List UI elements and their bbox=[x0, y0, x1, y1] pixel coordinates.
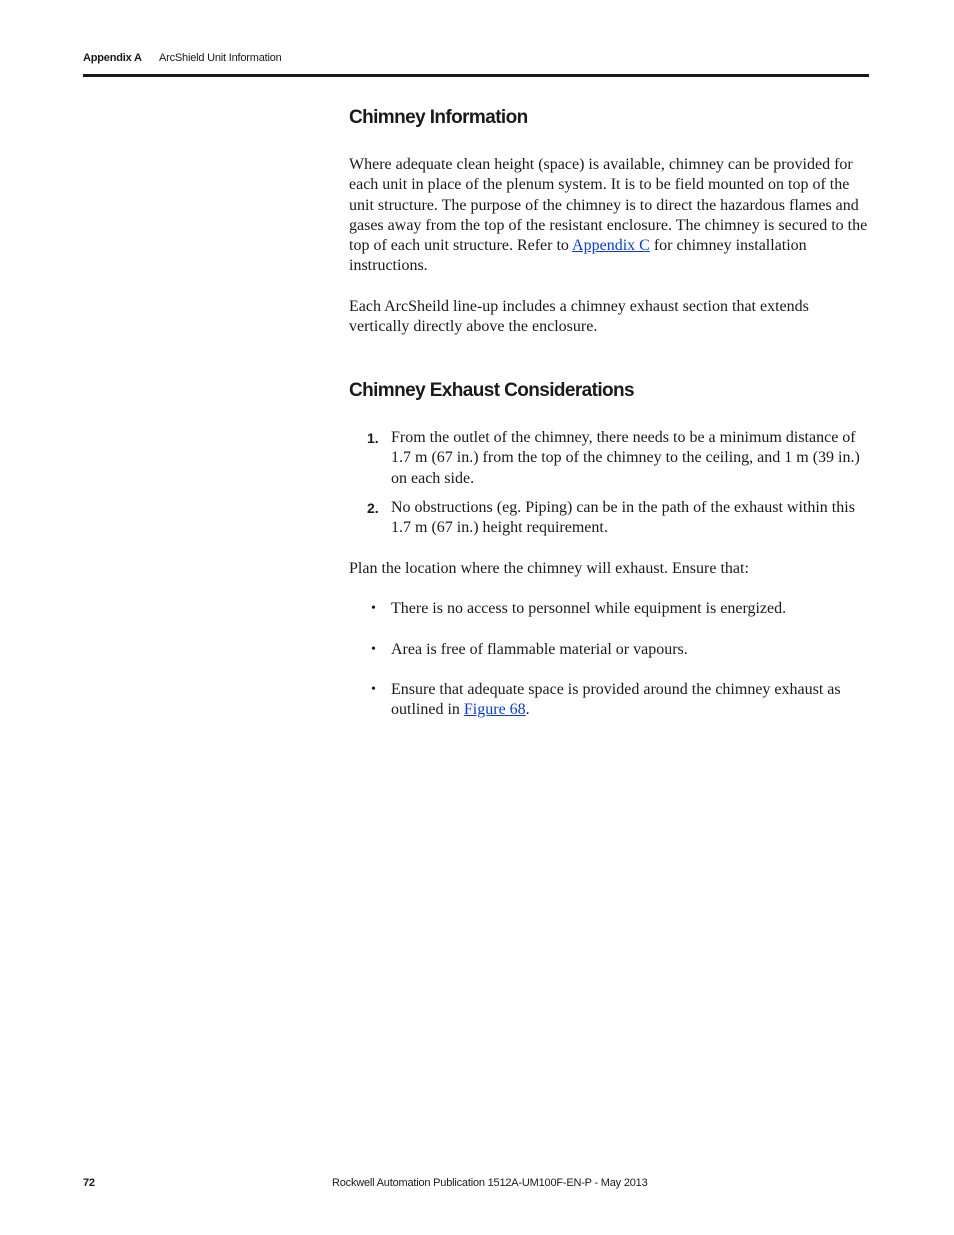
chimney-info-paragraph-1 bbox=[349, 155, 869, 277]
list-item bbox=[349, 428, 869, 489]
bullet-list-item-2 bbox=[349, 640, 869, 660]
publication-info: Rockwell Automation Publication 1512A-UM100F-EN-P - May 2013 bbox=[332, 1177, 648, 1189]
page-header bbox=[83, 52, 868, 70]
page-number: 72 bbox=[83, 1177, 95, 1189]
list-item bbox=[349, 640, 869, 660]
bullet-text: There is no access to personnel while equipment is energized. bbox=[391, 600, 787, 617]
steps-list bbox=[349, 428, 869, 489]
header-title: ArcShield Unit Information bbox=[159, 52, 282, 64]
bullet-list-item-3 bbox=[349, 680, 869, 721]
step-number: 2. bbox=[367, 500, 379, 516]
plan-paragraph bbox=[349, 559, 869, 579]
bullet-text-a: Ensure that adequate space is provided around the chimney exhaust as outlined in bbox=[391, 681, 841, 719]
chimney-information-heading: Chimney Information bbox=[349, 107, 528, 128]
header-section: Appendix A bbox=[83, 52, 142, 64]
bullet-icon: • bbox=[371, 682, 376, 697]
chimney-info-paragraph-2 bbox=[349, 297, 869, 338]
step-number: 1. bbox=[367, 430, 379, 446]
list-item bbox=[349, 680, 869, 721]
chimney-exhaust-section bbox=[349, 380, 869, 402]
appendix-c-link[interactable]: Appendix C bbox=[572, 237, 650, 255]
list-item bbox=[349, 498, 869, 539]
bullet-icon: • bbox=[371, 642, 376, 657]
step-text: From the outlet of the chimney, there needs to be a minimum distance of 1.7 m (67 in.) from the top of the chimney to the ceiling, and 1 m (39 in.) on each side. bbox=[391, 429, 860, 487]
figure-68-link[interactable]: Figure 68 bbox=[463, 701, 526, 719]
header-rule bbox=[83, 74, 869, 77]
steps-list-2 bbox=[349, 498, 869, 539]
para1-text-b: for chimney installation instructions. bbox=[349, 237, 807, 275]
bullet-text: Area is free of flammable material or vapours. bbox=[391, 641, 688, 658]
para2-text: Each ArcSheild line-up includes a chimney exhaust section that extends vertically directly above the enclosure. bbox=[349, 298, 809, 336]
step-text: No obstructions (eg. Piping) can be in the path of the exhaust within this 1.7 m (67 in.) height requirement. bbox=[391, 499, 855, 537]
bullet-list-item-1 bbox=[349, 599, 869, 619]
bullet-text-b: . bbox=[525, 701, 530, 719]
chimney-exhaust-heading: Chimney Exhaust Considerations bbox=[349, 380, 635, 401]
plan-text: Plan the location where the chimney will exhaust. Ensure that: bbox=[349, 560, 749, 577]
list-item bbox=[349, 599, 869, 619]
chimney-information-section bbox=[349, 107, 869, 129]
bullet-icon: • bbox=[371, 601, 376, 616]
para1-text-a: Where adequate clean height (space) is available, chimney can be provided for each unit in place of the plenum system. It is to be field mounted on top of the unit structure. The purpose of the chimney is to direct the hazardous flames and gases away from the top of the resistant enclosure. The chimney is secured to the top of each unit structure. Refer to bbox=[349, 156, 868, 255]
